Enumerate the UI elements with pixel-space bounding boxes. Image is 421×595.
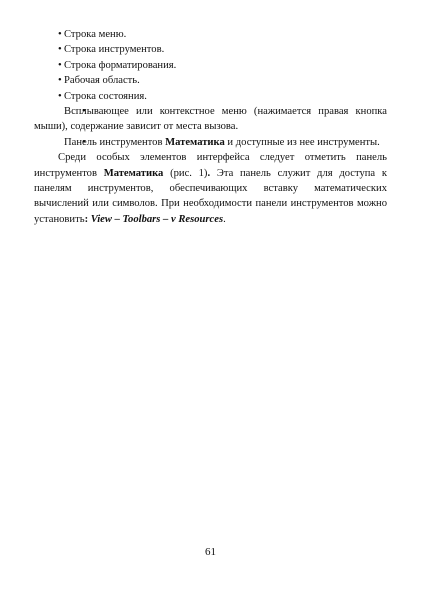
menu-path: View – Toolbars – v Resources — [88, 213, 224, 225]
paragraph-text: Среди особых элементов интерфейса следует отметить панель инструментов — [34, 152, 387, 179]
paragraph-end: . — [223, 213, 226, 225]
list-item-text: Всплывающее или контекстное меню (нажимается правая кнопка мыши), содержание зависит от места вызова. — [34, 106, 387, 133]
list-item-text: Строка состояния. — [64, 90, 147, 102]
list-item — [34, 58, 387, 73]
page-number: 61 — [205, 546, 216, 558]
math-panel-name: Математика — [103, 167, 164, 179]
list-item — [34, 27, 387, 42]
list-item-text: Рабочая область. — [64, 75, 140, 87]
body-paragraph — [34, 150, 387, 227]
figure-reference: (рис. 1) — [163, 167, 208, 179]
colon: : — [84, 213, 89, 225]
list-item-text: Строка форматирования. — [64, 59, 177, 71]
list-item-context-menu — [34, 104, 387, 135]
list-item-text: Строка меню. — [64, 29, 127, 40]
paragraph-text: Эта панель служит для доступа к панелям инструментов, обеспечивающих вставку математических вычислений или символов. При необходимости панели инструментов можно установить — [34, 167, 387, 225]
list-item-text: и доступные из нее инструменты. — [224, 136, 380, 148]
list-item-text: Панель инструментов — [64, 136, 166, 148]
math-panel-name: Математика — [165, 136, 225, 148]
list-item-math-panel — [34, 135, 387, 150]
list-item — [34, 89, 387, 104]
sentence-end: . — [207, 167, 211, 179]
list-item — [34, 42, 387, 57]
list-item — [34, 73, 387, 88]
list-item-text: Строка инструментов. — [64, 44, 165, 56]
page-body — [34, 27, 387, 227]
